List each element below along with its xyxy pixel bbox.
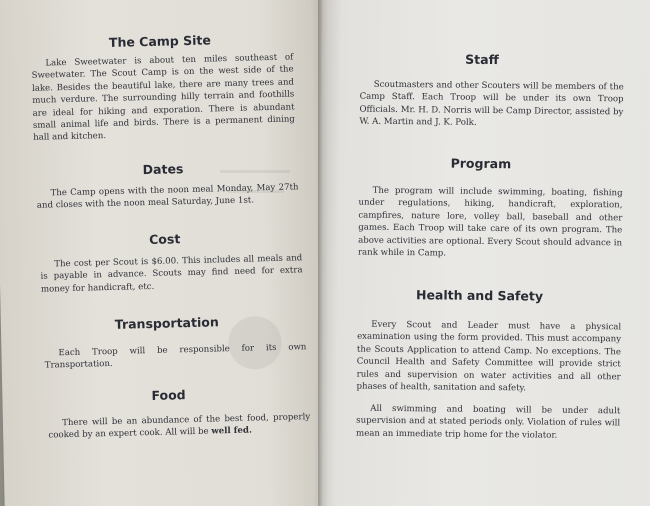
- dates-text: The Camp opens with the noon meal Monday, May 27th and closes with the noon meal Saturday, June 1st.: [36, 182, 299, 212]
- food-text-emphasis: well fed.: [211, 425, 253, 437]
- health-safety-heading: Health and Safety: [415, 287, 544, 304]
- camp-site-heading: The Camp Site: [108, 32, 212, 50]
- food-heading: Food: [151, 387, 186, 404]
- staff-text: Scoutmasters and other Scouters will be members of the Camp Staff. Each Troop will be under its own Troop Officials. Mr. H. D. Norris will be Camp Director, assisted by W. A. Martin and J. K. Polk.: [359, 79, 624, 129]
- cost-heading: Cost: [148, 231, 181, 248]
- cost-text: The cost per Scout is $6.00. This includes all meals and is payable in advance. Scouts may find need for extra money for handicraft, etc.: [40, 253, 303, 295]
- health-safety-text: Every Scout and Leader must have a physical examination using the form provided. This must accompany the Scouts Application to attend Camp. No exceptions. The Council Health and Safety Committee will provide strict rules and supervision on water activities and all other phases of health, sanitation and safety.: [356, 319, 622, 394]
- staff-heading: Staff: [465, 51, 499, 68]
- dates-heading: Dates: [142, 161, 184, 178]
- camp-site-text: Lake Sweetwater is about ten miles southeast of Sweetwater. The Scout Camp is on the west side of the lake. Besides the beautiful lake, there are many trees and much verdure. The surrounding hilly terrain and foothills are ideal for hiking and exporation. There is abundant small animal life and birds. There is a permanent dining hall and kitchen.: [31, 52, 295, 144]
- food-text-main: There will be an abundance of the best food, properly cooked by an expert cook. All will be: [48, 412, 311, 441]
- program-heading: Program: [450, 155, 512, 172]
- transportation-heading: Transportation: [114, 314, 219, 332]
- program-text: The program will include swimming, boating, fishing under regulations, hiking, handicraft, exploration, campfires, nature lore, volley ball, baseball and other games. Each Troop will take care of its own program. The above activities are optional. Every Scout should advance in rank while in Camp.: [357, 185, 623, 259]
- right-page-content: [327, 0, 650, 506]
- food-text: [48, 411, 311, 442]
- health-safety-text-2: All swimming and boating will be under adult supervision and at stated periods only. Violation of rules will mean an immediate trip home for the violator.: [356, 403, 621, 441]
- transportation-text: Each Troop will be responsible for its own Transportation.: [44, 342, 307, 372]
